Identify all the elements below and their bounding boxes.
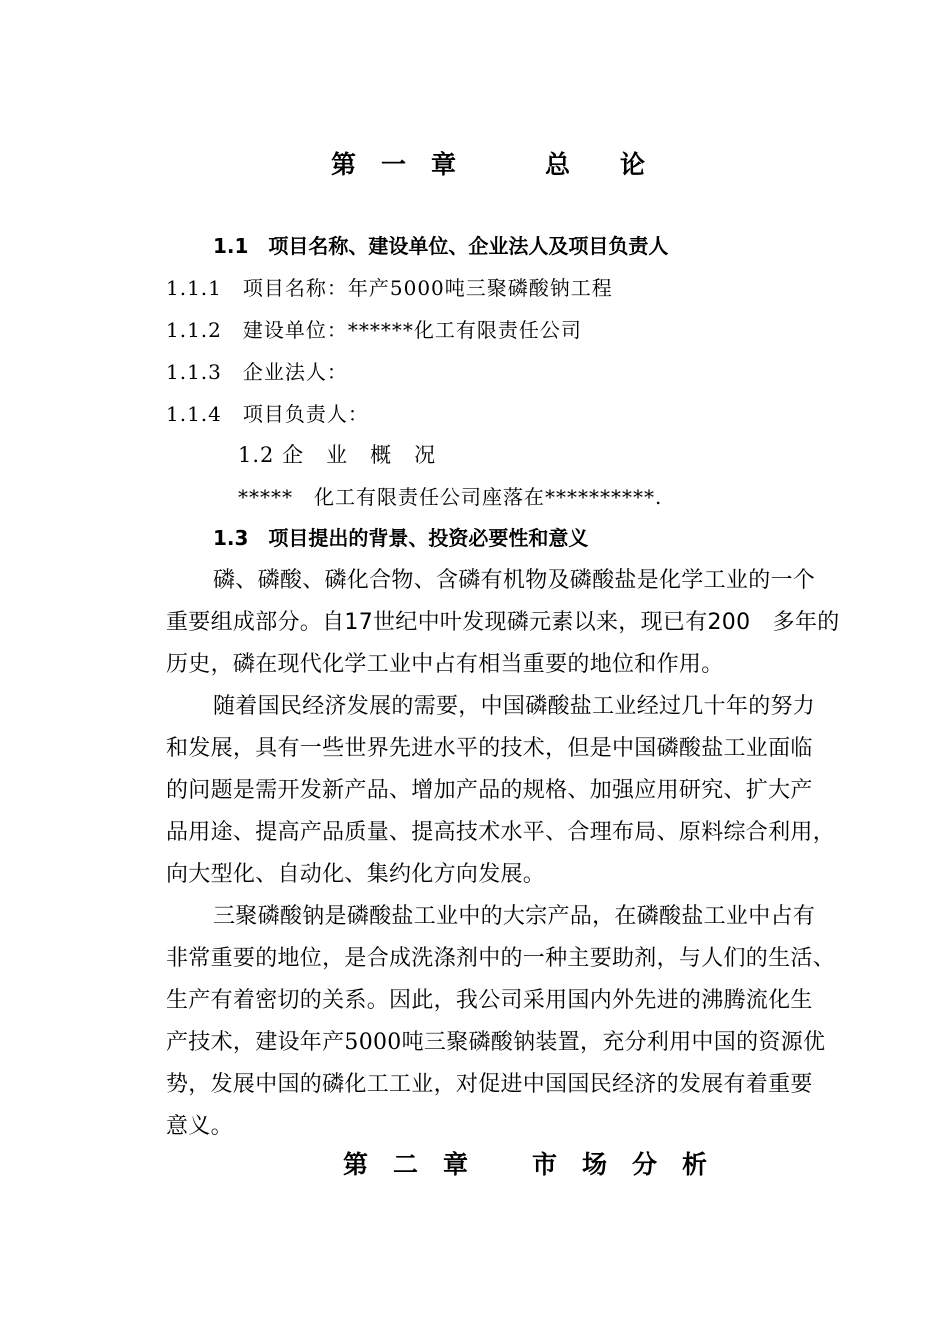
paragraph-2-line-1: 随着国民经济发展的需要，中国磷酸盐工业经过几十年的努力 <box>213 694 816 719</box>
paragraph-3-line-2: 非常重要的地位，是合成洗涤剂中的一种主要助剂，与人们的生活、 <box>166 946 836 971</box>
chapter-2-title: 市 场 分 析 <box>532 1150 708 1179</box>
paragraph-3-line-5 <box>166 1067 813 1098</box>
paragraph-1-line-2: 重要组成部分。自17世纪中叶发现磷元素以来，现已有200 多年的 <box>166 610 840 635</box>
paragraph-3-line-1 <box>213 899 815 930</box>
paragraph-3-line-1-part-a: 三聚磷酸钠 <box>213 904 325 929</box>
item-1-1-3: 1.1.3 企业法人： <box>166 360 348 384</box>
paragraph-3-line-6: 意义。 <box>166 1114 233 1139</box>
item-1-1-2: 1.1.2 建设单位：******化工有限责任公司 <box>166 318 582 342</box>
paragraph-3-line-3-part-a: 生产有着密切的关系。 <box>166 988 390 1013</box>
section-1-3-heading: 1.3 项目提出的背景、投资必要性和意义 <box>213 526 589 550</box>
paragraph-1-line-1: 磷、磷酸、磷化合物、含磷有机物及磷酸盐是化学工业的一个 <box>213 568 816 593</box>
section-1-1-heading: 1.1 项目名称、建设单位、企业法人及项目负责人 <box>213 234 669 258</box>
paragraph-3-line-3 <box>166 983 813 1014</box>
paragraph-3-line-5-part-a: 势，发展中国的磷化工工业，对促进中国 <box>166 1072 568 1097</box>
item-1-1-4: 1.1.4 项目负责人： <box>166 402 369 426</box>
paragraph-3-line-3-part-b: 因此，我公司采用国内外先进的沸腾流化生 <box>389 988 813 1013</box>
section-1-2-text: ***** 化工有限责任公司座落在**********. <box>238 485 663 509</box>
paragraph-1-line-3: 历史，磷在现代化学工业中占有相当重要的地位和作用。 <box>166 652 724 677</box>
chapter-2-number: 第 二 章 <box>343 1150 469 1179</box>
section-1-2-heading: 1.2 企 业 概 况 <box>238 443 437 467</box>
paragraph-3-line-4: 产技术，建设年产5000吨三聚磷酸钠装置，充分利用中国的资源优 <box>166 1030 826 1055</box>
paragraph-2-line-3: 的问题是需开发新产品、增加产品的规格、加强应用研究、扩大产 <box>166 778 813 803</box>
chapter-1-title: 总 论 <box>545 150 646 179</box>
item-1-1-1: 1.1.1 项目名称：年产5000吨三聚磷酸钠工程 <box>166 276 613 300</box>
chapter-1-number: 第 一 章 <box>331 150 457 179</box>
paragraph-3-line-1-part-b: 是磷酸盐工业中的大宗产品，在磷酸盐工业中占有 <box>324 904 816 929</box>
paragraph-2-line-4: 品用途、提高产品质量、提高技术水平、合理布局、原料综合利用， <box>166 820 836 845</box>
paragraph-2-line-2: 和发展，具有一些世界先进水平的技术，但是中国磷酸盐工业面临 <box>166 736 813 761</box>
paragraph-3-line-5-part-b: 国民经济的发展有着重要 <box>567 1072 813 1097</box>
paragraph-2-line-5: 向大型化、自动化、集约化方向发展。 <box>166 862 546 887</box>
